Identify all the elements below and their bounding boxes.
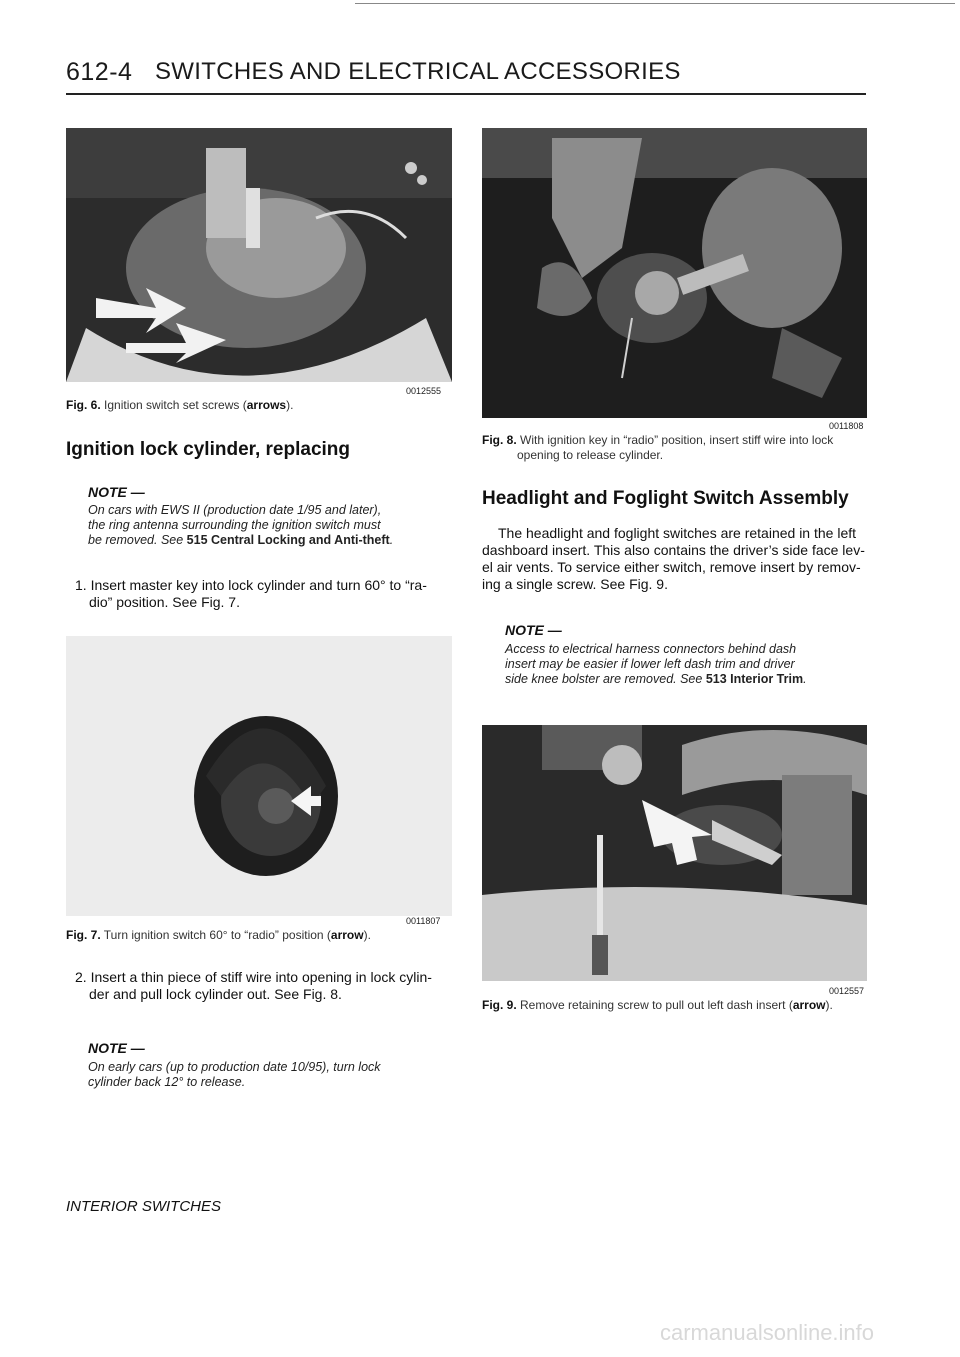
fig6-caption-bold: arrows bbox=[246, 398, 287, 412]
footer-section: INTERIOR SWITCHES bbox=[66, 1198, 222, 1215]
para-line4: ing a single screw. See Fig. 9. bbox=[482, 576, 668, 592]
fig7-caption bbox=[66, 928, 371, 943]
fig7-caption-text: Turn ignition switch 60° to “radio” position ( bbox=[103, 928, 331, 942]
fig6-photo bbox=[66, 128, 452, 382]
note2-label: NOTE — bbox=[88, 1040, 145, 1056]
right-note-line2: insert may be easier if lower left dash trim and driver bbox=[505, 657, 795, 671]
fig9-image-number: 0012557 bbox=[829, 986, 865, 996]
fig9-caption-text: Remove retaining screw to pull out left dash insert ( bbox=[520, 998, 793, 1012]
right-note-line1: Access to electrical harness connectors behind dash bbox=[505, 642, 797, 656]
fig6-image-number: 0012555 bbox=[406, 386, 442, 396]
fig9-photo bbox=[482, 725, 867, 981]
fig6-caption bbox=[66, 398, 293, 413]
right-note-line3-after: . bbox=[803, 672, 807, 686]
note2-text bbox=[88, 1060, 381, 1090]
fig9-label: Fig. 9. bbox=[482, 998, 517, 1012]
fig8-photo bbox=[482, 128, 867, 418]
step1-line1: 1. Insert master key into lock cylinder and turn 60° to “ra- bbox=[75, 577, 427, 593]
step2-text bbox=[75, 969, 432, 1003]
para-line3: el air vents. To service either switch, remove insert by remov- bbox=[482, 559, 861, 575]
right-note-text bbox=[505, 642, 807, 687]
headlight-paragraph bbox=[482, 525, 865, 593]
step2-line2: der and pull lock cylinder out. See Fig. 8. bbox=[89, 986, 342, 1002]
note1-label: NOTE — bbox=[88, 484, 145, 500]
note1-ref: 515 Central Locking and Anti-theft bbox=[186, 533, 390, 547]
note2-line2: cylinder back 12° to release. bbox=[88, 1075, 246, 1089]
section-title: SWITCHES AND ELECTRICAL ACCESSORIES bbox=[155, 58, 681, 85]
fig8-caption bbox=[482, 433, 833, 463]
step2-line1: 2. Insert a thin piece of stiff wire into opening in lock cylin- bbox=[75, 969, 432, 985]
right-note-label: NOTE — bbox=[505, 622, 562, 638]
note2-line1: On early cars (up to production date 10/95), turn lock bbox=[88, 1060, 381, 1074]
fig8-caption-text: With ignition key in “radio” position, insert stiff wire into lock bbox=[520, 433, 834, 447]
note1-line2: the ring antenna surrounding the ignition switch must bbox=[88, 518, 381, 532]
fig7-image-number: 0011807 bbox=[406, 916, 441, 926]
right-note-line3-before: side knee bolster are removed. See bbox=[505, 672, 706, 686]
fig7-caption-bold: arrow bbox=[330, 928, 364, 942]
step1-line2: dio” position. See Fig. 7. bbox=[89, 594, 240, 610]
page-number: 612-4 bbox=[66, 58, 133, 86]
note1-line3 bbox=[88, 533, 393, 548]
fig7-caption-end: ). bbox=[363, 928, 371, 942]
right-note-line3 bbox=[505, 672, 807, 687]
fig9-caption-end: ). bbox=[825, 998, 833, 1012]
fig8-caption-line1 bbox=[482, 433, 833, 448]
step1-text bbox=[75, 577, 427, 611]
watermark: carmanualsonline.info bbox=[660, 1320, 875, 1345]
fig6-label: Fig. 6. bbox=[66, 398, 101, 412]
fig9-caption-bold: arrow bbox=[792, 998, 826, 1012]
fig6-caption-end: ). bbox=[286, 398, 294, 412]
fig8-image-number: 0011808 bbox=[829, 421, 864, 431]
fig9-caption bbox=[482, 998, 833, 1013]
fig7-photo bbox=[66, 636, 452, 916]
note1-text bbox=[88, 503, 393, 548]
fig8-caption-line2: opening to release cylinder. bbox=[517, 448, 664, 462]
fig8-label: Fig. 8. bbox=[482, 433, 517, 447]
note1-line1: On cars with EWS II (production date 1/95 and later), bbox=[88, 503, 382, 517]
fig7-label: Fig. 7. bbox=[66, 928, 101, 942]
right-note-ref: 513 Interior Trim bbox=[705, 672, 804, 686]
fig6-caption-text: Ignition switch set screws ( bbox=[104, 398, 247, 412]
ignition-lock-heading: Ignition lock cylinder, replacing bbox=[66, 439, 351, 460]
headlight-switch-heading: Headlight and Foglight Switch Assembly bbox=[482, 488, 849, 509]
para-line2: dashboard insert. This also contains the driver’s side face lev- bbox=[482, 542, 865, 558]
header-rule bbox=[66, 93, 866, 95]
top-rule bbox=[355, 3, 955, 4]
para-line1: The headlight and foglight switches are retained in the left bbox=[498, 525, 857, 541]
note1-line3-after: . bbox=[389, 533, 394, 547]
note1-line3-before: be removed. See bbox=[88, 533, 187, 547]
